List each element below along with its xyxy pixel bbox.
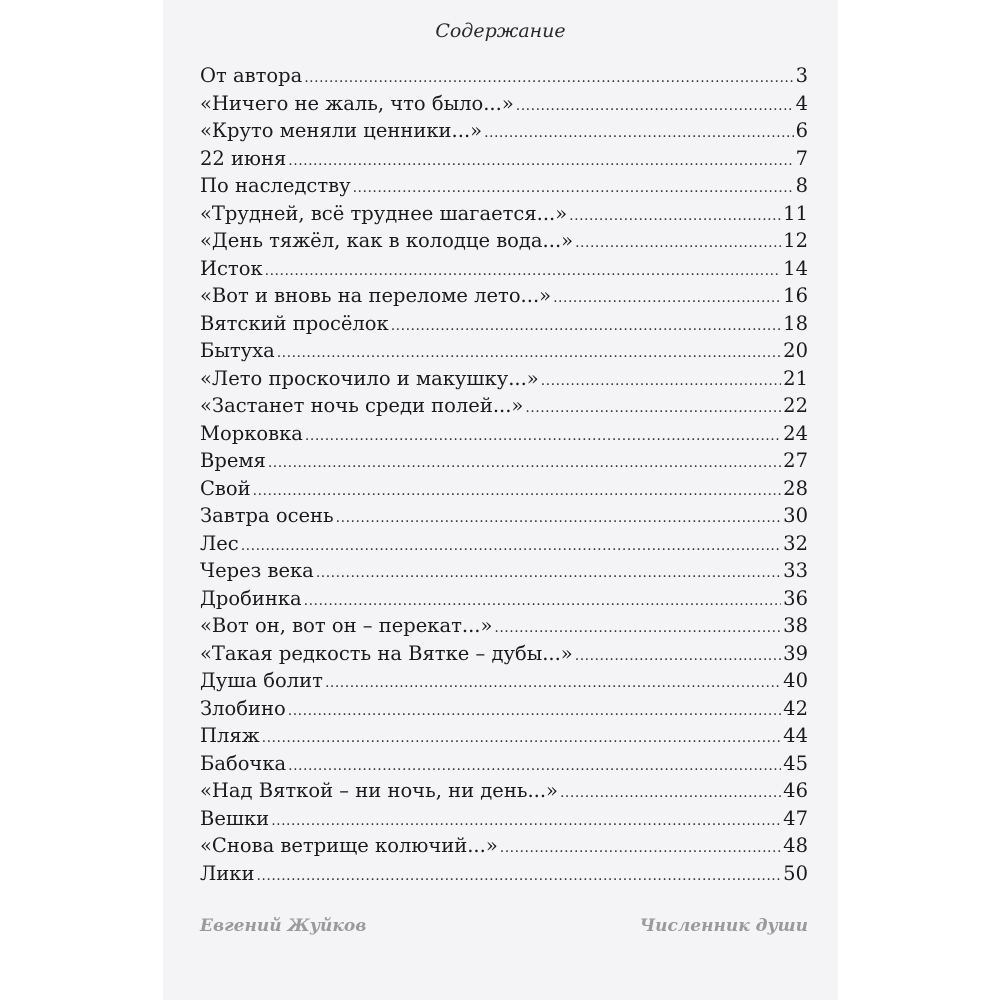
toc-entry-page-number: 12 bbox=[783, 229, 808, 252]
toc-entry-page-number: 30 bbox=[783, 504, 808, 527]
toc-dot-leader bbox=[575, 648, 781, 664]
toc-entry-title: Пляж bbox=[200, 724, 260, 747]
toc-entry bbox=[200, 174, 808, 202]
toc-dot-leader bbox=[541, 373, 781, 389]
toc-entry bbox=[200, 724, 808, 752]
toc-entry-page-number: 47 bbox=[783, 806, 808, 830]
toc-dot-leader bbox=[560, 785, 781, 801]
toc-entry bbox=[200, 862, 808, 890]
toc-entry bbox=[200, 532, 808, 560]
toc-entry bbox=[200, 367, 808, 395]
toc-entry-title: Лес bbox=[200, 531, 239, 555]
toc-entry-page-number: 33 bbox=[783, 559, 808, 582]
toc-entry-title: Злобино bbox=[200, 696, 286, 720]
toc-entry-title: Завтра осень bbox=[200, 504, 334, 527]
toc-entry-title: По наследству bbox=[200, 174, 351, 197]
toc-entry-title: 22 июня bbox=[200, 146, 287, 170]
toc-entry-title: От автора bbox=[200, 64, 303, 87]
toc-entry bbox=[200, 752, 808, 780]
toc-entry-page-number: 11 bbox=[783, 201, 808, 225]
toc-entry-title: Время bbox=[200, 449, 266, 472]
toc-entry bbox=[200, 697, 808, 725]
toc-entry-title: «Вот и вновь на переломе лето...» bbox=[200, 284, 552, 307]
toc-entry-page-number: 16 bbox=[783, 284, 808, 307]
toc-dot-leader bbox=[575, 235, 781, 251]
toc-entry-page-number: 7 bbox=[795, 146, 808, 170]
toc-entry-page-number: 48 bbox=[783, 834, 808, 857]
toc-entry bbox=[200, 449, 808, 477]
toc-dot-leader bbox=[500, 840, 781, 856]
table-of-contents bbox=[200, 64, 808, 889]
toc-entry bbox=[200, 834, 808, 862]
toc-dot-leader bbox=[336, 510, 782, 526]
toc-entry bbox=[200, 422, 808, 450]
toc-entry-page-number: 39 bbox=[783, 641, 808, 665]
toc-entry-title: Морковка bbox=[200, 421, 303, 445]
toc-dot-leader bbox=[305, 428, 781, 444]
toc-entry-page-number: 44 bbox=[783, 724, 808, 747]
toc-entry-title: «Вот он, вот он – перекат...» bbox=[200, 614, 493, 637]
toc-entry bbox=[200, 394, 808, 422]
toc-entry-title: Лики bbox=[200, 861, 255, 885]
toc-entry-page-number: 27 bbox=[783, 449, 808, 472]
toc-entry bbox=[200, 229, 808, 257]
toc-entry bbox=[200, 587, 808, 615]
toc-entry-title: «Лето проскочило и макушку...» bbox=[200, 366, 539, 390]
toc-dot-leader bbox=[316, 565, 781, 581]
toc-dot-leader bbox=[268, 455, 781, 471]
toc-entry-title: «Застанет ночь среди полей...» bbox=[200, 394, 524, 417]
toc-entry-title: Исток bbox=[200, 256, 263, 280]
book-page bbox=[163, 0, 838, 1000]
toc-entry-title: «Снова ветрище колючий...» bbox=[200, 834, 498, 857]
toc-dot-leader bbox=[288, 153, 793, 169]
toc-entry bbox=[200, 669, 808, 697]
toc-entry-page-number: 21 bbox=[783, 366, 808, 390]
toc-entry-title: Вятский просёлок bbox=[200, 311, 389, 335]
toc-dot-leader bbox=[325, 675, 781, 691]
toc-dot-leader bbox=[353, 180, 794, 196]
toc-entry-page-number: 32 bbox=[783, 531, 808, 555]
toc-entry-title: Бытуха bbox=[200, 339, 275, 362]
toc-dot-leader bbox=[391, 318, 781, 334]
toc-dot-leader bbox=[277, 345, 781, 361]
toc-entry-title: «Ничего не жаль, что было...» bbox=[200, 91, 514, 115]
toc-entry bbox=[200, 779, 808, 807]
toc-entry-title: «Трудней, всё труднее шагается...» bbox=[200, 201, 568, 225]
toc-dot-leader bbox=[304, 593, 782, 609]
toc-entry-page-number: 50 bbox=[783, 861, 808, 885]
toc-dot-leader bbox=[288, 758, 781, 774]
toc-entry-title: «День тяжёл, как в колодце вода...» bbox=[200, 229, 574, 252]
toc-dot-leader bbox=[265, 263, 782, 279]
toc-entry bbox=[200, 202, 808, 230]
toc-entry bbox=[200, 477, 808, 505]
toc-entry-page-number: 40 bbox=[783, 669, 808, 692]
toc-entry bbox=[200, 257, 808, 285]
footer-author: Евгений Жуйков bbox=[200, 916, 367, 936]
toc-entry-page-number: 20 bbox=[783, 339, 808, 362]
toc-dot-leader bbox=[525, 400, 781, 416]
toc-entry-page-number: 4 bbox=[795, 91, 808, 115]
footer-book-title: Численник души bbox=[639, 916, 808, 936]
toc-entry-page-number: 38 bbox=[783, 614, 808, 637]
toc-entry-title: Бабочка bbox=[200, 751, 287, 775]
toc-entry-page-number: 8 bbox=[795, 174, 808, 197]
toc-entry-page-number: 6 bbox=[795, 119, 808, 142]
toc-entry bbox=[200, 559, 808, 587]
toc-dot-leader bbox=[256, 868, 781, 884]
toc-dot-leader bbox=[304, 70, 793, 86]
toc-entry-page-number: 14 bbox=[783, 256, 808, 280]
toc-entry bbox=[200, 339, 808, 367]
toc-dot-leader bbox=[484, 125, 794, 141]
toc-dot-leader bbox=[569, 208, 781, 224]
toc-dot-leader bbox=[262, 730, 782, 746]
toc-dot-leader bbox=[553, 290, 781, 306]
toc-entry-page-number: 46 bbox=[783, 779, 808, 802]
toc-entry-title: Свой bbox=[200, 476, 251, 500]
page-title: Содержание bbox=[435, 20, 566, 42]
toc-entry-title: «Над Вяткой – ни ночь, ни день...» bbox=[200, 779, 558, 802]
toc-dot-leader bbox=[271, 813, 781, 829]
toc-entry bbox=[200, 614, 808, 642]
toc-entry bbox=[200, 119, 808, 147]
toc-dot-leader bbox=[241, 538, 781, 554]
toc-entry bbox=[200, 504, 808, 532]
toc-entry-title: Душа болит bbox=[200, 669, 323, 692]
toc-entry bbox=[200, 312, 808, 340]
toc-entry-title: «Такая редкость на Вятке – дубы...» bbox=[200, 641, 573, 665]
toc-entry-page-number: 28 bbox=[783, 476, 808, 500]
toc-dot-leader bbox=[494, 620, 781, 636]
toc-entry-page-number: 42 bbox=[783, 696, 808, 720]
toc-entry bbox=[200, 642, 808, 670]
toc-entry-page-number: 36 bbox=[783, 586, 808, 610]
toc-entry bbox=[200, 147, 808, 175]
toc-entry-page-number: 45 bbox=[783, 751, 808, 775]
toc-entry-title: «Круто меняли ценники...» bbox=[200, 119, 483, 142]
toc-dot-leader bbox=[288, 703, 781, 719]
toc-entry bbox=[200, 807, 808, 835]
toc-dot-leader bbox=[253, 483, 782, 499]
toc-entry bbox=[200, 92, 808, 120]
toc-entry-page-number: 18 bbox=[783, 311, 808, 335]
toc-entry-page-number: 3 bbox=[795, 64, 808, 87]
toc-entry-page-number: 24 bbox=[783, 421, 808, 445]
toc-entry-title: Дробинка bbox=[200, 586, 302, 610]
toc-entry-page-number: 22 bbox=[783, 394, 808, 417]
toc-entry bbox=[200, 284, 808, 312]
toc-dot-leader bbox=[516, 98, 794, 114]
toc-entry bbox=[200, 64, 808, 92]
toc-entry-title: Вешки bbox=[200, 806, 270, 830]
toc-entry-title: Через века bbox=[200, 559, 314, 582]
